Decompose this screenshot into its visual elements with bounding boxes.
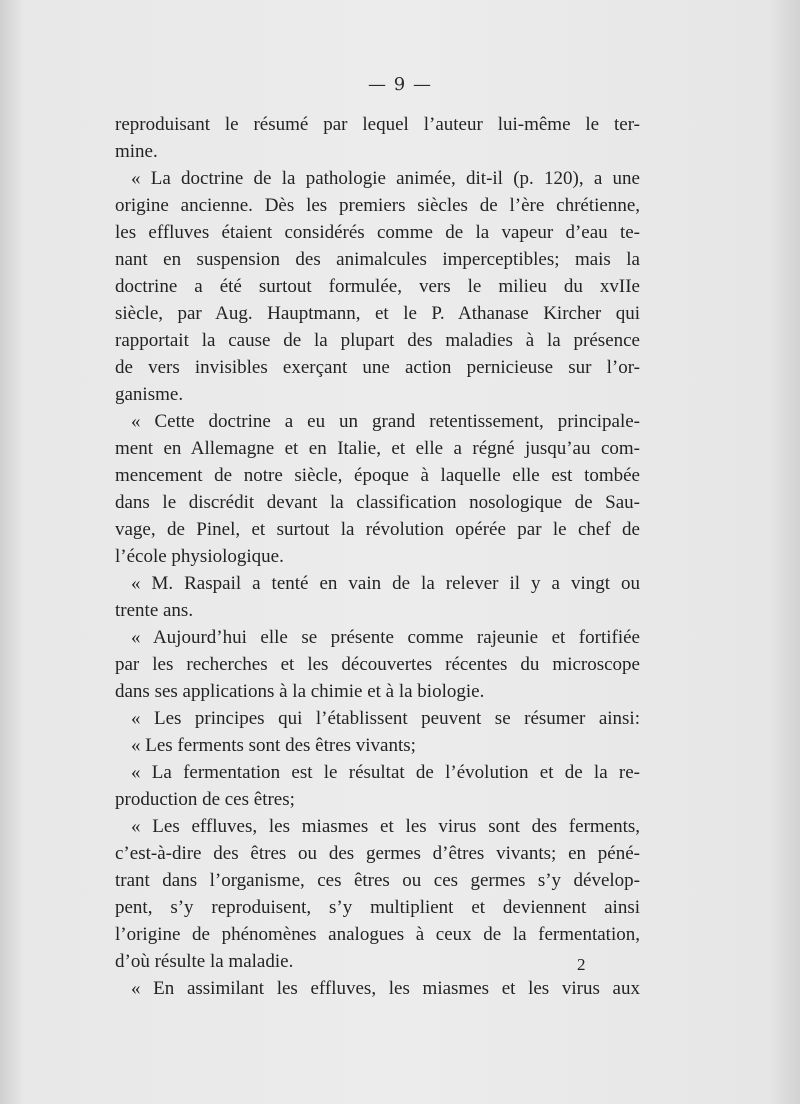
body-text	[115, 111, 640, 1002]
text-line: trant dans l’organisme, ces êtres ou ces germes s’y dévelop-	[115, 870, 640, 891]
text-line: « M. Raspail a tenté en vain de la relever il y a vingt ou	[131, 573, 640, 594]
text-line: d’où résulte la maladie.	[115, 951, 294, 972]
text-line: « En assimilant les effluves, les miasmes et les virus aux	[131, 978, 640, 999]
text-line: par les recherches et les découvertes récentes du microscope	[115, 654, 640, 675]
text-line: doctrine a été surtout formulée, vers le milieu du xvIIe	[115, 276, 640, 297]
text-line: dans le discrédit devant la classification nosologique de Sau-	[115, 492, 640, 513]
text-line: siècle, par Aug. Hauptmann, et le P. Athanase Kircher qui	[115, 303, 640, 324]
text-line: « Les principes qui l’établissent peuvent se résumer ainsi:	[131, 708, 640, 729]
text-line: l’origine de phénomènes analogues à ceux de la fermentation,	[115, 924, 640, 945]
text-line: rapportait la cause de la plupart des maladies à la présence	[115, 330, 640, 351]
text-line: « Les ferments sont des êtres vivants;	[131, 735, 416, 756]
text-line: origine ancienne. Dès les premiers siècles de l’ère chrétienne,	[115, 195, 640, 216]
text-line: dans ses applications à la chimie et à la biologie.	[115, 681, 485, 702]
page-number-header: — 9 —	[368, 74, 432, 95]
text-line: mencement de notre siècle, époque à laquelle elle est tombée	[115, 465, 640, 486]
text-line: trente ans.	[115, 600, 194, 621]
text-line: de vers invisibles exerçant une action pernicieuse sur l’or-	[115, 357, 640, 378]
text-line: « Aujourd’hui elle se présente comme rajeunie et fortifiée	[131, 627, 640, 648]
text-line: ganisme.	[115, 384, 184, 405]
text-line: nant en suspension des animalcules imperceptibles; mais la	[115, 249, 640, 270]
text-line: « La fermentation est le résultat de l’évolution et de la re-	[131, 762, 640, 783]
text-line: vage, de Pinel, et surtout la révolution opérée par le chef de	[115, 519, 640, 540]
text-line: production de ces êtres;	[115, 789, 295, 810]
text-line: reproduisant le résumé par lequel l’auteur lui-même le ter-	[115, 114, 640, 135]
text-line: ment en Allemagne et en Italie, et elle a régné jusqu’au com-	[115, 438, 640, 459]
text-line: « Les effluves, les miasmes et les virus sont des ferments,	[131, 816, 640, 837]
text-line: « Cette doctrine a eu un grand retentissement, principale-	[131, 411, 640, 432]
text-line: « La doctrine de la pathologie animée, dit-il (p. 120), a une	[131, 168, 640, 189]
text-line: mine.	[115, 141, 158, 162]
text-line: l’école physiologique.	[115, 546, 284, 567]
text-line: c’est-à-dire des êtres ou des germes d’êtres vivants; en péné-	[115, 843, 640, 864]
signature-mark: 2	[577, 955, 586, 974]
text-line: pent, s’y reproduisent, s’y multiplient et deviennent ainsi	[115, 897, 640, 918]
text-line: les effluves étaient considérés comme de la vapeur d’eau te-	[115, 222, 640, 243]
